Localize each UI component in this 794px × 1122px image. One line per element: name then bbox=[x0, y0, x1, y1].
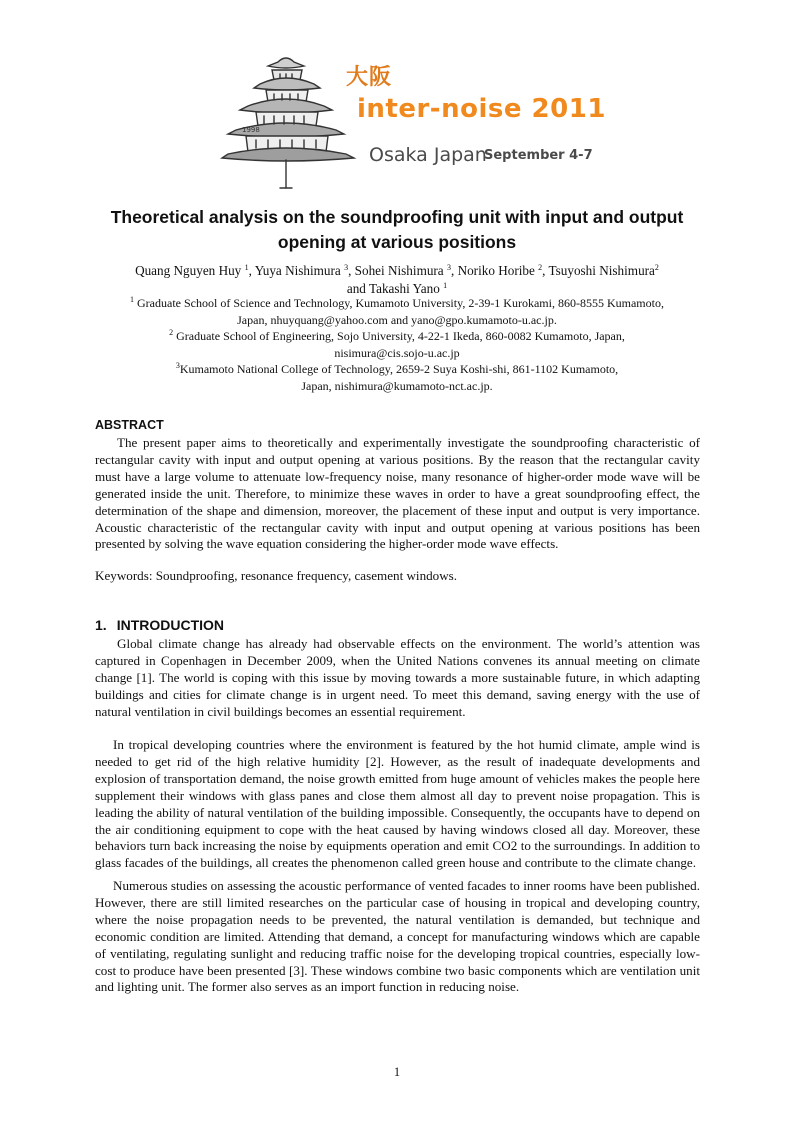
section-heading-introduction bbox=[95, 617, 234, 633]
author: Yuya Nishimura bbox=[254, 263, 341, 278]
castle-year-label: 1998 bbox=[242, 126, 260, 134]
logo-place: Osaka Japan bbox=[369, 144, 487, 166]
affiliation-text: Graduate School of Science and Technology, Kumamoto University, 2-39-1 Kurokami, 860-8555 Kumamoto, bbox=[137, 296, 664, 310]
affiliation-email: Japan, nishimura@kumamoto-nct.ac.jp. bbox=[301, 379, 493, 393]
title-line-1: Theoretical analysis on the soundproofing unit with input and output bbox=[110, 207, 684, 227]
author-affiliation-mark: 3 bbox=[344, 263, 349, 272]
author: Tsuyoshi Nishimura bbox=[548, 263, 655, 278]
author: Quang Nguyen Huy bbox=[135, 263, 242, 278]
affiliation-3 bbox=[80, 361, 714, 395]
author-list: Quang Nguyen Huy $^1$, Yuya Nishimura $^3$, Sohei Nishimura $^3$, Noriko Horibe $^2$, Tsuyoshi Nishimura$^2$ and Takashi Yano $^1$ bbox=[135, 263, 659, 296]
affiliation-mark: 2 bbox=[169, 328, 174, 337]
section-title: INTRODUCTION bbox=[116, 617, 225, 633]
section-number: 1. bbox=[95, 617, 107, 633]
intro-paragraph-3: Numerous studies on assessing the acoustic performance of vented facades to inner rooms have been published. However, there are still limited researches on the particular case of housing in tropical and developing country, where the noise propagation needs to be prevented, the natural ventilation is demanded, but technique and economic condition are limited. Attending that demand, a concept for manufacturing windows which are capable of ventilating, regulating sunlight and reducing traffic noise for the developing tropical countries, especially low-cost to produce have been presented [3]. These windows combine two basic components which are ventilation unit and lighting unit. The former also serves as an import function in reducing noise. bbox=[95, 878, 700, 995]
osaka-castle-icon bbox=[220, 48, 360, 198]
author-affiliation-mark: 3 bbox=[446, 263, 451, 272]
affiliation-email: Japan, nhuyquang@yahoo.com and yano@gpo.kumamoto-u.ac.jp. bbox=[237, 313, 557, 327]
author: Takashi Yano bbox=[368, 281, 440, 296]
author-affiliation-mark: 2 bbox=[538, 263, 543, 272]
abstract-heading: ABSTRACT bbox=[95, 418, 164, 432]
page-number: 1 bbox=[393, 1065, 401, 1079]
author-affiliation-mark: 1 bbox=[443, 281, 448, 290]
affiliation-mark: 1 bbox=[130, 295, 135, 304]
affiliation-1 bbox=[80, 295, 714, 329]
author-conjunction: and bbox=[346, 281, 366, 296]
conference-logo bbox=[220, 48, 606, 198]
author-affiliation-mark: 2 bbox=[654, 263, 659, 272]
paper-title bbox=[80, 205, 714, 255]
intro-paragraph-1: Global climate change has already had observable effects on the environment. The world’s attention was captured in Copenhagen in December 2009, when the United Nations convenes its annual meeting on climate change [1]. The world is coping with this issue by moving towards a more sustainable future, in which adapting buildings and cities for climate change is in urgent need. To meet this demand, saving energy with the use of natural ventilation in civil buildings becomes an essential requirement. bbox=[95, 636, 700, 719]
intro-paragraph-2: In tropical developing countries where the environment is featured by the hot humid climate, ample wind is needed to get rid of the high relative humidity [2]. However, as the result of inadequate developments and explosion of transportation demand, the noise growth emitted from huge amount of vehicles makes the people here supplement their windows with glass panes and close them almost all day to prevent noise propagation. This is leading the ability of natural ventilation of the building impossible. Consequently, the occupants have to depend on the air conditioning equipment to cope with the heat caused by having windows closed all day. Moreover, these behaviors turn back increasing the noise by equipments operation and emit CO2 to the surroundings. In addition to glass facades of the buildings, all creates the phenomenon called green house and contribute to the climate change. bbox=[95, 737, 700, 871]
title-line-2: opening at various positions bbox=[277, 232, 517, 252]
logo-conference-name: inter-noise 2011 bbox=[357, 94, 606, 124]
author: Sohei Nishimura bbox=[354, 263, 444, 278]
affiliation-text: Kumamoto National College of Technology, 2659-2 Suya Koshi-shi, 861-1102 Kumamoto, bbox=[179, 362, 619, 376]
affiliation-2 bbox=[80, 328, 714, 362]
logo-dates: September 4-7 bbox=[484, 148, 593, 163]
affiliation-email: nisimura@cis.sojo-u.ac.jp bbox=[334, 346, 460, 360]
keywords: Keywords: Soundproofing, resonance frequency, casement windows. bbox=[95, 568, 458, 583]
abstract-body: The present paper aims to theoretically and experimentally investigate the soundproofing characteristic of rectangular cavity with input and output opening at various positions. By the reason that the rectangular cavity must have a large volume to attenuate low-frequency noise, many resonance of higher-order mode wave will be generated inside the unit. Therefore, to minimize these waves in order to have a great soundproofing effect, the determination of the shape and dimension, moreover, the placement of these input and output is very importance. Acoustic characteristic of the rectangular cavity with input and output opening at various positions has been presented by solving the wave equation considering the higher-order mode wave effects. bbox=[95, 435, 700, 552]
affiliation-mark: 3 bbox=[175, 361, 180, 370]
author: Noriko Horibe bbox=[457, 263, 535, 278]
affiliation-text: Graduate School of Engineering, Sojo University, 4-22-1 Ikeda, 860-0082 Kumamoto, Japan, bbox=[176, 329, 625, 343]
logo-kanji: 大阪 bbox=[346, 65, 393, 90]
author-affiliation-mark: 1 bbox=[244, 263, 249, 272]
